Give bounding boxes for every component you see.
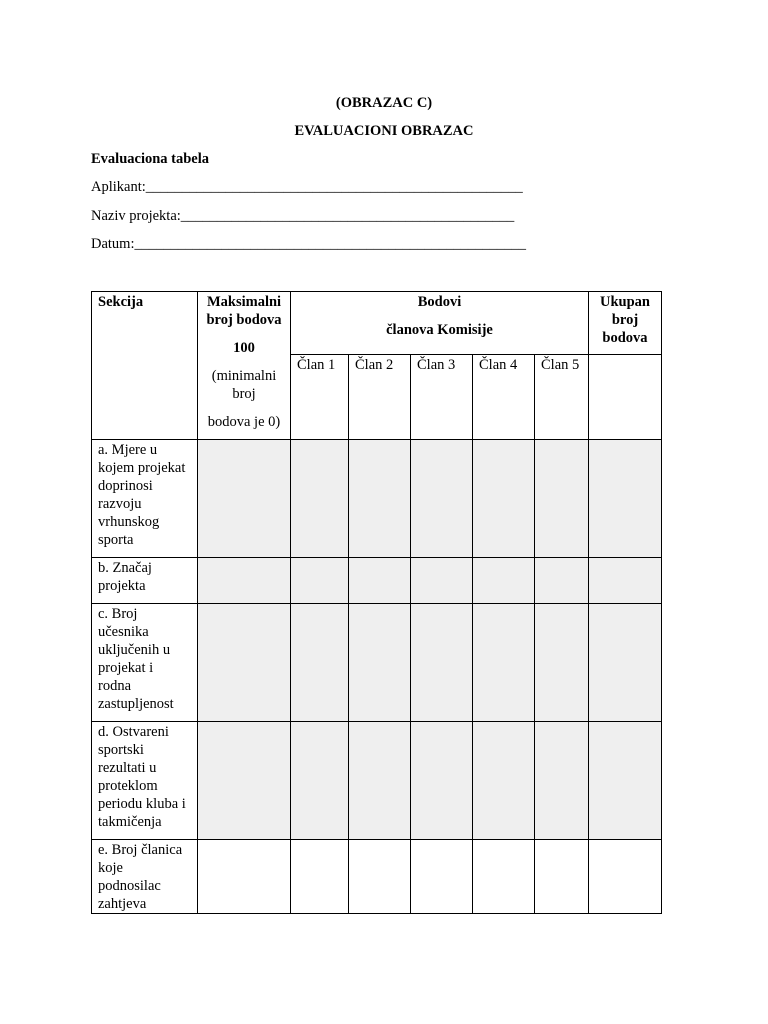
section-b-label xyxy=(92,558,198,604)
score-cell[interactable] xyxy=(291,840,349,914)
total-header-blank xyxy=(589,355,662,440)
header-max-note1: (minimalni xyxy=(211,368,277,384)
form-code: (OBRAZAC C) xyxy=(335,95,433,111)
header-total-line3: bodova xyxy=(602,330,648,346)
section-e-label xyxy=(92,840,198,914)
section-c-line: zastupljenost xyxy=(98,696,174,712)
header-total xyxy=(589,292,662,355)
score-cell[interactable] xyxy=(535,440,589,558)
score-cell[interactable] xyxy=(198,840,291,914)
score-cell[interactable] xyxy=(349,840,411,914)
table-heading: Evaluaciona tabela xyxy=(91,151,210,167)
header-points-sub: članova Komisije xyxy=(386,322,493,338)
total-cell[interactable] xyxy=(589,558,662,604)
score-cell[interactable] xyxy=(198,722,291,840)
section-a-label xyxy=(92,440,198,558)
score-cell[interactable] xyxy=(535,722,589,840)
table-row xyxy=(92,440,662,558)
score-cell[interactable] xyxy=(349,722,411,840)
section-e-line: podnosilac xyxy=(98,878,161,894)
section-e-line: zahtjeva xyxy=(98,896,147,912)
project-name-field: Naziv projekta:______________________________________________ xyxy=(91,208,515,224)
evaluation-table xyxy=(91,291,662,914)
score-cell[interactable] xyxy=(535,558,589,604)
section-c-label xyxy=(92,604,198,722)
section-c-line: učesnika xyxy=(98,624,149,640)
score-cell[interactable] xyxy=(349,440,411,558)
section-a-line: razvoju xyxy=(98,496,142,512)
header-points xyxy=(291,292,589,355)
section-c-line: rodna xyxy=(98,678,132,694)
section-d-label xyxy=(92,722,198,840)
member-1-header: Član 1 xyxy=(291,355,349,440)
header-max-note3: bodova je 0) xyxy=(207,414,281,430)
score-cell[interactable] xyxy=(411,722,473,840)
section-d-line: proteklom xyxy=(98,778,158,794)
section-a-line: sporta xyxy=(98,532,134,548)
score-cell[interactable] xyxy=(349,604,411,722)
score-cell[interactable] xyxy=(291,558,349,604)
header-total-line2: broj xyxy=(611,312,639,328)
header-max-value: 100 xyxy=(233,340,255,356)
score-cell[interactable] xyxy=(411,840,473,914)
section-a-line: vrhunskog xyxy=(98,514,160,530)
member-2-header: Član 2 xyxy=(349,355,411,440)
header-total-line1: Ukupan xyxy=(600,294,650,310)
section-a-line: a. Mjere u xyxy=(98,442,158,458)
score-cell[interactable] xyxy=(411,604,473,722)
applicant-field: Aplikant:____________________________________________________ xyxy=(91,179,523,195)
score-cell[interactable] xyxy=(291,604,349,722)
table-row xyxy=(92,722,662,840)
section-d-line: sportski xyxy=(98,742,144,758)
member-4-header: Član 4 xyxy=(473,355,535,440)
table-row xyxy=(92,558,662,604)
header-section xyxy=(92,292,198,440)
score-cell[interactable] xyxy=(411,440,473,558)
total-cell[interactable] xyxy=(589,440,662,558)
member-3-header: Član 3 xyxy=(411,355,473,440)
header-points-label: Bodovi xyxy=(417,294,462,310)
section-a-line: kojem projekat xyxy=(98,460,186,476)
section-b-line: projekta xyxy=(98,578,146,594)
score-cell[interactable] xyxy=(473,722,535,840)
section-e-line: e. Broj članica xyxy=(98,842,183,858)
score-cell[interactable] xyxy=(473,604,535,722)
section-d-line: takmičenja xyxy=(98,814,162,830)
score-cell[interactable] xyxy=(349,558,411,604)
section-c-line: c. Broj xyxy=(98,606,138,622)
total-cell[interactable] xyxy=(589,604,662,722)
score-cell[interactable] xyxy=(473,440,535,558)
score-cell[interactable] xyxy=(535,840,589,914)
section-c-line: uključenih u xyxy=(98,642,171,658)
section-e-line: koje xyxy=(98,860,123,876)
table-row xyxy=(92,604,662,722)
section-d-line: periodu kluba i xyxy=(98,796,186,812)
header-section-label: Sekcija xyxy=(98,294,144,310)
score-cell[interactable] xyxy=(291,722,349,840)
score-cell[interactable] xyxy=(473,840,535,914)
total-cell[interactable] xyxy=(589,840,662,914)
table-header-row xyxy=(92,292,662,355)
total-cell[interactable] xyxy=(589,722,662,840)
score-cell[interactable] xyxy=(535,604,589,722)
header-max-line2: broj bodova xyxy=(206,312,282,328)
member-5-header: Član 5 xyxy=(535,355,589,440)
score-cell[interactable] xyxy=(198,440,291,558)
section-a-line: doprinosi xyxy=(98,478,153,494)
date-field: Datum:______________________________________________________ xyxy=(91,236,526,252)
score-cell[interactable] xyxy=(198,558,291,604)
score-cell[interactable] xyxy=(198,604,291,722)
section-c-line: projekat i xyxy=(98,660,154,676)
section-d-line: d. Ostvareni xyxy=(98,724,169,740)
form-title: EVALUACIONI OBRAZAC xyxy=(294,123,474,139)
header-max-line1: Maksimalni xyxy=(206,294,282,310)
score-cell[interactable] xyxy=(291,440,349,558)
score-cell[interactable] xyxy=(411,558,473,604)
section-d-line: rezultati u xyxy=(98,760,157,776)
section-b-line: b. Značaj xyxy=(98,560,152,576)
header-max-points xyxy=(198,292,291,440)
header-max-note2: broj xyxy=(232,386,256,402)
score-cell[interactable] xyxy=(473,558,535,604)
table-row xyxy=(92,840,662,914)
